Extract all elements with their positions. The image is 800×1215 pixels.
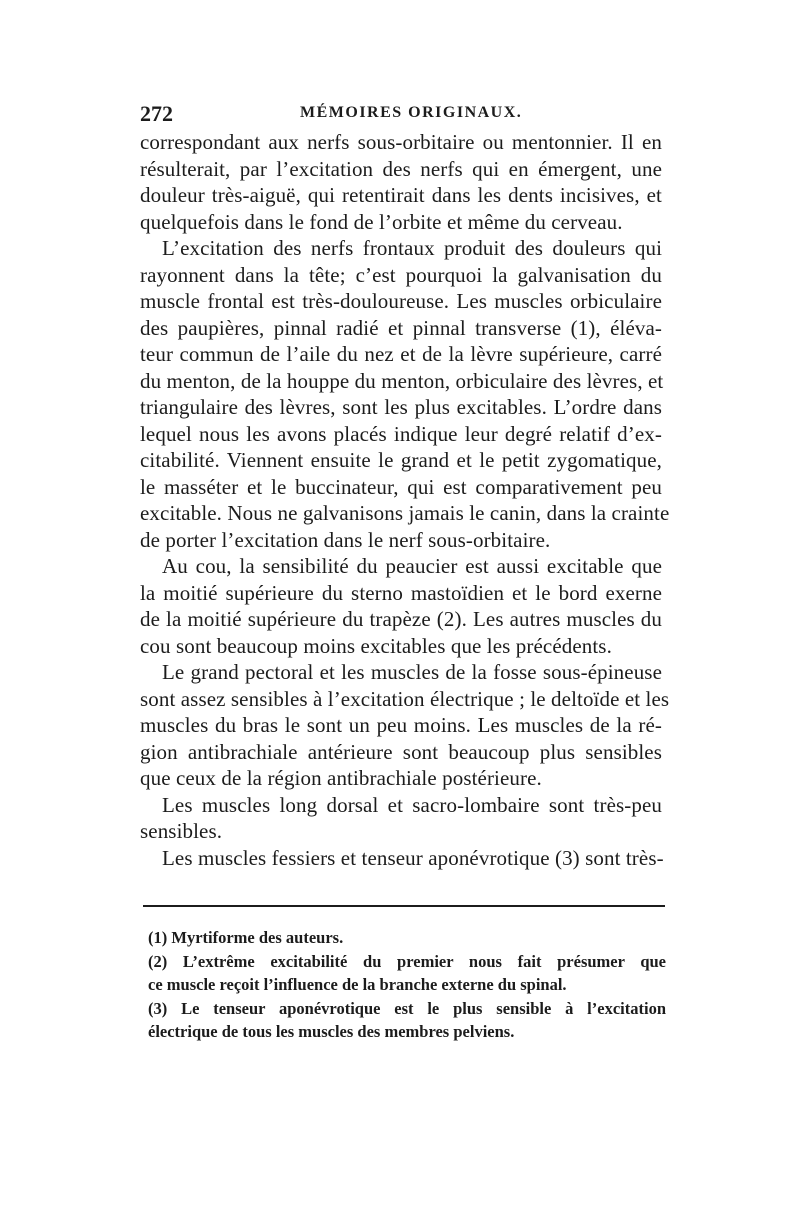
text-line: excitable. Nous ne galvanisons jamais le canin, dans la crainte: [140, 501, 670, 525]
text-line: rayonnent dans la tête; c’est pourquoi la galvanisation du: [140, 262, 662, 287]
text-line: le masséter et le buccinateur, qui est comparativement peu: [140, 474, 662, 499]
page-header: [140, 101, 660, 129]
footnote-continuation: électrique de tous les muscles des membres pelviens.: [148, 1022, 515, 1041]
text-line: correspondant aux nerfs sous-orbitaire ou mentonnier. Il en: [140, 130, 662, 154]
footnote: (1) Myrtiforme des auteurs.: [148, 928, 344, 947]
text-line: muscles du bras le sont un peu moins. Les muscles de la ré-: [140, 713, 662, 737]
text-line: la moitié supérieure du sterno mastoïdien et le bord exerne: [140, 580, 662, 605]
text-line: des paupières, pinnal radié et pinnal transverse (1), éléva-: [140, 315, 662, 340]
page-number: 272: [140, 101, 173, 126]
text-line: que ceux de la région antibrachiale postérieure.: [140, 766, 542, 790]
footnote-rule: [143, 905, 665, 907]
footnotes: [148, 926, 666, 1044]
text-line: L’excitation des nerfs frontaux produit des douleurs qui: [162, 236, 662, 260]
text-line: de porter l’excitation dans le nerf sous-orbitaire.: [140, 527, 551, 552]
text-line: Les muscles long dorsal et sacro-lombaire sont très-peu: [162, 792, 662, 817]
text-line: triangulaire des lèvres, sont les plus excitables. L’ordre dans: [140, 395, 662, 419]
text-line: sont assez sensibles à l’excitation électrique ; le deltoïde et les: [140, 686, 670, 711]
text-line: muscle frontal est très-douloureuse. Les muscles orbiculaire: [140, 289, 662, 313]
text-line: douleur très-aiguë, qui retentirait dans les dents incisives, et: [140, 183, 662, 207]
text-line: Le grand pectoral et les muscles de la fosse sous-épineuse: [162, 660, 662, 684]
text-line: sensibles.: [140, 819, 223, 843]
text-line: de la moitié supérieure du trapèze (2). Les autres muscles du: [140, 607, 662, 631]
text-line: citabilité. Viennent ensuite le grand et le petit zygomatique,: [140, 448, 662, 472]
footnote-continuation: ce muscle reçoit l’influence de la branche externe du spinal.: [148, 975, 567, 994]
text-line: gion antibrachiale antérieure sont beaucoup plus sensibles: [140, 739, 662, 764]
text-line: du menton, de la houppe du menton, orbiculaire des lèvres, et: [140, 368, 664, 393]
text-line: cou sont beaucoup moins excitables que les précédents.: [140, 633, 612, 658]
text-line: lequel nous les avons placés indique leur degré relatif d’ex-: [140, 421, 662, 446]
text-line: quelquefois dans le fond de l’orbite et même du cerveau.: [140, 209, 623, 234]
body-text: [140, 129, 670, 871]
footnote: (3) Le tenseur aponévrotique est le plus sensible à l’excitation: [148, 998, 666, 1018]
running-title: MÉMOIRES ORIGINAUX.: [300, 104, 523, 121]
text-line: Les muscles fessiers et tenseur aponévrotique (3) sont très-: [162, 845, 664, 870]
footnote: (2) L’extrême excitabilité du premier nous fait présumer que: [148, 951, 666, 971]
text-line: teur commun de l’aile du nez et de la lèvre supérieure, carré: [140, 342, 662, 366]
text-line: résulterait, par l’excitation des nerfs qui en émergent, une: [140, 156, 662, 181]
text-line: Au cou, la sensibilité du peaucier est aussi excitable que: [162, 554, 662, 578]
